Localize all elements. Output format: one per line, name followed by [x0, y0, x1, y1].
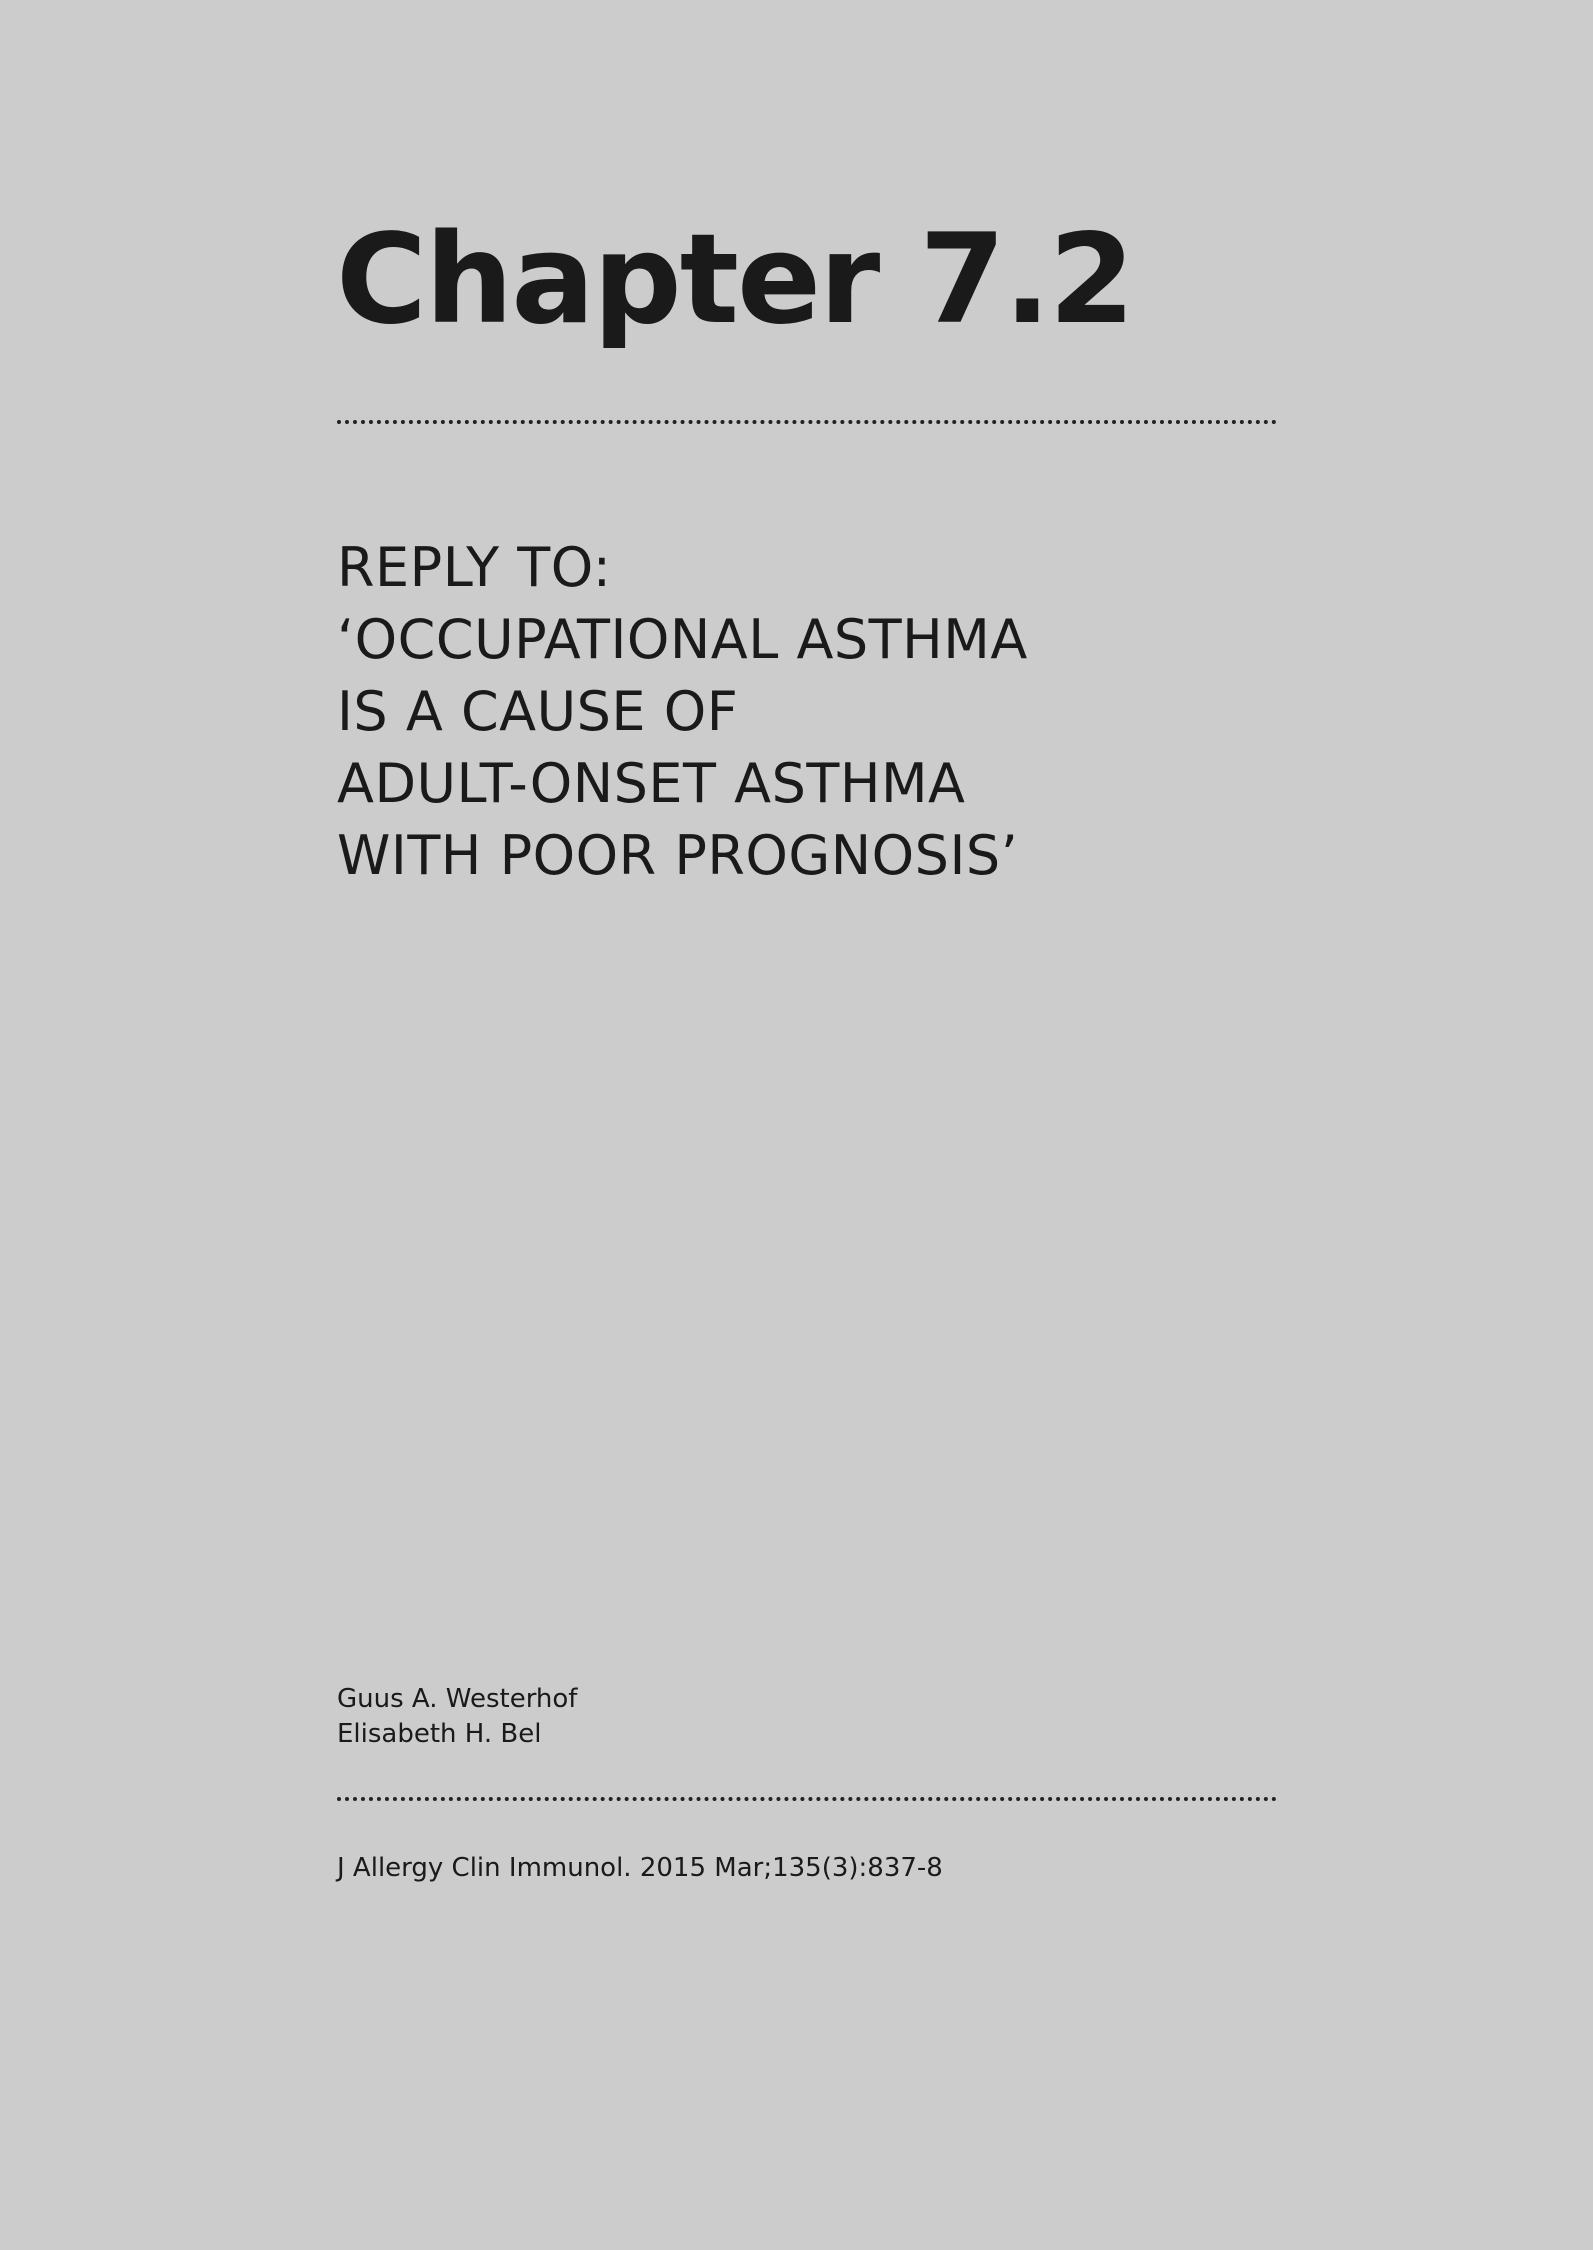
author-name: Guus A. Westerhof [337, 1684, 578, 1714]
article-title-line: IS A CAUSE OF [337, 680, 739, 743]
author-name: Elisabeth H. Bel [337, 1719, 542, 1749]
article-title-line: ‘OCCUPATIONAL ASTHMA [337, 608, 1028, 671]
article-title [337, 532, 1337, 892]
journal-citation: J Allergy Clin Immunol. 2015 Mar;135(3):837-8 [337, 1853, 943, 1883]
article-title-line: ADULT-ONSET ASTHMA [337, 752, 966, 815]
author-list [337, 1682, 577, 1752]
bottom-dotted-divider [337, 1797, 1277, 1801]
article-title-line: WITH POOR PROGNOSIS’ [337, 824, 1019, 887]
article-title-line: REPLY TO: [337, 536, 612, 599]
chapter-title: Chapter 7.2 [336, 208, 1134, 352]
top-dotted-divider [337, 420, 1277, 424]
